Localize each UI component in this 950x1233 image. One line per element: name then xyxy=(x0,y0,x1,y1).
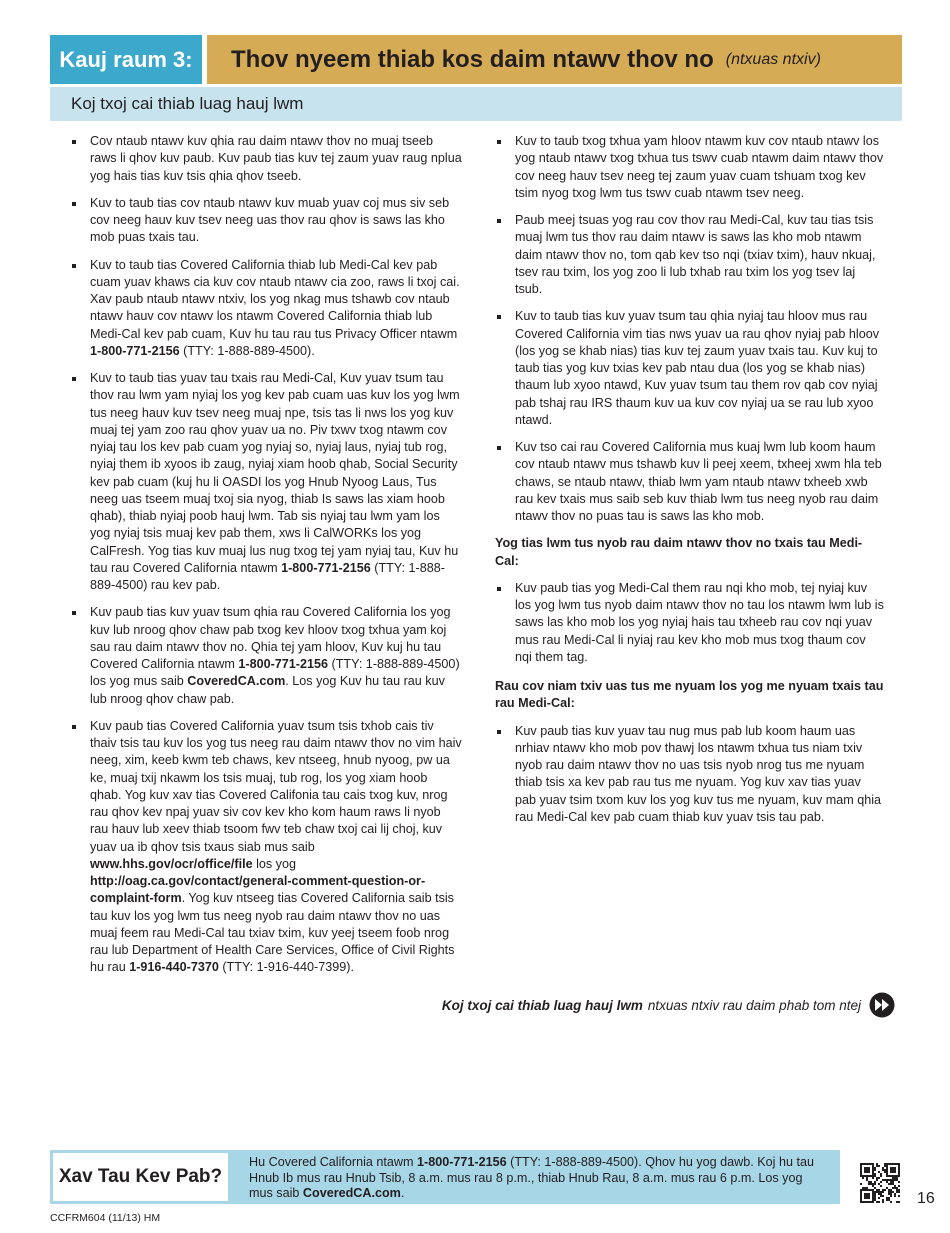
text-run: Kuv paub tias kuv yuav tsum qhia rau Covered California los yog kuv lub nroog qhov chaw pab txog kev hloov txog txhua yam koj sau rau daim ntawv thov no. Qhia tej yam hloov, Kuv kuj hu tau Covered California ntawm xyxy=(90,605,451,671)
text-run: Kuv to taub txog txhua yam hloov ntawm kuv cov ntaub ntawv los yog ntaub ntawv txog txhua tus tswv cuab ntawm daim ntawv thov cov neeg hauv tsev neeg tej zaum yuav cuam tshuam txog kev tsim nyog txog lwm tus tswv cuab ntawm tsev neeg. xyxy=(515,134,884,200)
text-run: Kuv paub tias yog Medi-Cal them rau nqi kho mob, tej nyiaj kuv los yog lwm tus nyob daim ntawv thov no tau los ntawm lwm lub is saws las kho mob los yog nyiaj hais tau txheeb rau cov nqi yuav mus rau Medi-Cal li nyiaj rau kev kho mob mus txog thaum cov nqi them tag. xyxy=(515,580,884,664)
rights-list-left xyxy=(70,133,462,977)
bold-text: CoveredCA.com xyxy=(302,1186,401,1201)
parents-list xyxy=(495,723,885,827)
form-code: CCFRM604 (11/13) HM xyxy=(50,1212,161,1224)
help-text xyxy=(249,1155,819,1202)
list-item xyxy=(70,195,462,247)
text-run: Kuv paub tias kuv yuav tau nug mus pab lub koom haum uas nrhiav ntawv kho mob pov thawj los ntawm txhua tus niam txiv nyob rau daim ntawv thov no uas tsis nyob nrog tus me nyuam thiab tsis xa kev pab rau tus me nyuam. Yog kuv xav tias yuav pab yuav tsim txom kuv los yog kuv tus me nyuam, kuv mam qhia rau Medi-Cal kev pab cuam thiab kuv yuav tsis tau pab. xyxy=(515,723,882,824)
list-item xyxy=(495,580,885,666)
rights-list-right xyxy=(495,133,885,525)
list-item xyxy=(495,133,885,202)
text-run: (TTY: 1-916-440-7399). xyxy=(218,960,354,975)
bold-text: 1-916-440-7370 xyxy=(129,960,219,975)
list-item xyxy=(70,718,462,977)
bold-text: CoveredCA.com xyxy=(187,674,286,689)
text-run: Kuv to taub tias kuv yuav tsum tau qhia nyiaj tau hloov mus rau Covered California vim tias nws yuav ua rau qhov nyiaj pab hloov (los yog se khab nias) tias kuv tej zaum yuav txais tau. Kuv kuj to taub tias yog kuv txias kev pab ntau dua (los yog se khab nias) thaum lub xyoo ntawd, Kuv yuav tsum tau them rov qab cov nyiaj pab tshaj rau IRS thaum kuv ua kuv cov nyiaj ua se rau lub xyoo ntawd. xyxy=(515,309,880,427)
medi-cal-heading: Yog tias lwm tus nyob rau daim ntawv thov no txais tau Medi-Cal: xyxy=(495,536,863,568)
text-run: Kuv tso cai rau Covered California mus kuaj lwm lub koom haum cov ntaub ntawv mus tshawb kuv li peej xeem, txheej xwm hla teb chaws, se ntaub ntawv, thiab lwm yam ntaub ntawv txheeb xwb rau kev txais mus saib seb kuv thiab lwm tus neeg nyob rau daim ntawv thov no puas tau is saws las kho mob. xyxy=(515,440,882,523)
bold-text: www.hhs.gov/ocr/office/file xyxy=(90,856,253,871)
header-title-group xyxy=(231,35,821,84)
help-label: Xav Tau Kev Pab? xyxy=(53,1153,228,1201)
bold-text: 1-800-771-2156 xyxy=(417,1155,507,1169)
bold-text: 1-800-771-2156 xyxy=(281,560,371,575)
left-column xyxy=(70,133,462,987)
continue-note-text: ntxuas ntxiv rau daim phab tom ntej xyxy=(647,997,861,1013)
text-run: Kuv to taub tias Covered California thiab lub Medi-Cal kev pab cuam yuav khaws cia kuv cov ntaub ntawv cia zoo, raws li txoj cai. Xav paub ntaub ntawv ntxiv, los yog nkag mus tshawb cov ntaub ntawv hauv cov ntawv los ntawm Covered California thiab lub Medi-Cal kev pab cuam, Kuv hu tau rau tus Privacy Officer ntawm xyxy=(90,257,460,341)
text-run: Hu Covered California ntawm xyxy=(249,1155,417,1169)
text-run: (TTY: 1-888-889-4500) rau kev pab. xyxy=(90,560,445,592)
text-run: (TTY: 1-888-889-4500). xyxy=(179,343,315,358)
list-item xyxy=(70,370,462,594)
text-run: . Los yog Kuv hu tau rau kuv lub nroog qhov chaw pab. xyxy=(90,674,445,706)
next-page-arrow-icon[interactable] xyxy=(869,992,895,1018)
help-footer xyxy=(50,1150,840,1204)
text-run: (TTY: 1-888-889-4500). Qhov hu yog dawb. Koj hu tau Hnub Ib mus rau Hnub Tsib, 8 a.m. mus rau 8 p.m., thiab Hnub Rau, 8 a.m. mus rau 6 p.m. Los yog mus saib xyxy=(249,1155,814,1201)
continue-note xyxy=(400,992,895,1018)
bold-text: 1-800-771-2156 xyxy=(90,343,180,358)
list-item xyxy=(495,723,885,827)
text-run: . xyxy=(400,1186,405,1201)
medi-cal-list xyxy=(495,580,885,666)
text-run: . Yog kuv ntseeg tias Covered California saib tsis tau kuv los yog lwm tus neeg nyob rau daim ntawv thov no uas muaj feem rau Medi-Cal tau txiav txim, kuv yeej tseem foob nrog rau lub Department of Health Care Services, Office of Civil Rights hu rau xyxy=(90,891,455,975)
text-run: Cov ntaub ntawv kuv qhia rau daim ntawv thov no muaj tseeb raws li qhov kuv paub. Kuv paub tias kuv tej zaum yuav raug nplua yog hais tias kuv tsis qhia qhov tseeb. xyxy=(90,134,462,183)
text-run: los yog xyxy=(252,856,296,871)
bold-text: http://oag.ca.gov/contact/general-comment-question-or-complaint-form xyxy=(90,874,426,906)
page-header xyxy=(50,35,902,84)
section-title: Koj txoj cai thiab luag hauj lwm xyxy=(50,87,902,121)
list-item xyxy=(495,308,885,429)
text-run: Kuv to taub tias cov ntaub ntawv kuv muab yuav coj mus siv seb cov neeg hauv kuv tsev neeg uas thov rau qhov is saws las kho mob puas txais tau. xyxy=(90,195,450,245)
text-run: Paub meej tsuas yog rau cov thov rau Medi-Cal, kuv tau tias tsis muaj lwm tus thov rau daim ntawv is saws las kho mob ntawm daim ntawv thov no, tom qab kev tso nqi (txiav txim), hauv nkuaj, tsev rau txim, los yog zoo li lub txhab rau txim los yog tsev laj tsub. xyxy=(515,213,876,296)
list-item xyxy=(495,439,885,525)
list-item xyxy=(70,604,462,708)
text-run: (TTY: 1-888-889-4500) los yog mus saib xyxy=(90,657,460,689)
bold-text: 1-800-771-2156 xyxy=(238,657,329,671)
list-item xyxy=(495,212,885,298)
page-title: Thov nyeem thiab kos daim ntawv thov no xyxy=(231,45,714,73)
page-subtitle: (ntxuas ntxiv) xyxy=(725,50,821,68)
list-item xyxy=(70,133,462,185)
list-item xyxy=(70,257,462,361)
step-label: Kauj raum 3: xyxy=(50,35,207,84)
continue-note-bold: Koj txoj cai thiab luag hauj lwm xyxy=(441,997,643,1013)
text-run: Kuv to taub tias yuav tau txais rau Medi-Cal, Kuv yuav tsum tau thov rau lwm yam nyiaj los yog kev pab cuam uas kuv los yog lwm tus neeg hauv kuv tsev neeg muaj npe, tsis tas li nws los yog kuv muaj tej yam zoo rau qhov yuav ua no. Piv txwv txog ntawm cov nyiaj tau los kev pab cuam yog nyiaj so, nyiaj laus, nyiaj tub rog, nyiaj them ib xyoos ib zaug, nyiaj xiam hoob qhab, Social Security kev pab cuam (kuj hu li OASDI los yog Hnub Nyoog Laus, Tus neeg uas tseem muaj txoj sia nyog, thiab Is saws las xiam hoob qhab), thiab nyiaj poob hauj lwm. Tab sis nyiaj tau lwm yam los yog nyiaj tsis muaj kev pab them, xws li CalWORKs los yog CalFresh. Yog tias kuv muaj lus nug txog tej yam nyiaj tau, Kuv hu tau rau Covered California ntawm xyxy=(90,371,460,575)
right-column xyxy=(495,133,885,836)
page-number: 16 xyxy=(917,1190,935,1207)
qr-code-icon xyxy=(860,1163,900,1203)
parents-heading: Rau cov niam txiv uas tus me nyuam los yog me nyuam txais tau rau Medi-Cal: xyxy=(495,679,884,711)
text-run: Kuv paub tias Covered California yuav tsum tsis txhob cais tiv thaiv tsis tau kuv los yog tus neeg rau daim ntawv thov no vim haiv neeg, xim, keeb kwm teb chaws, kev ntseeg, hnub nyoog, pw ua ke, muaj txij nkawm los tsis muaj, tub rog, los yog xiam hoob qhab. Yog kuv xav tias Covered Califonia tau cais txog kuv, nrog rau qhov kev npaj yuav siv cov kev kho kom haum raws li nyob rau hauv lub xeev thiab tsoom fwv teb chaw txoj cai lij choj, kuv yuav ua ib qhov tsis txaus siab mus saib xyxy=(90,718,462,854)
